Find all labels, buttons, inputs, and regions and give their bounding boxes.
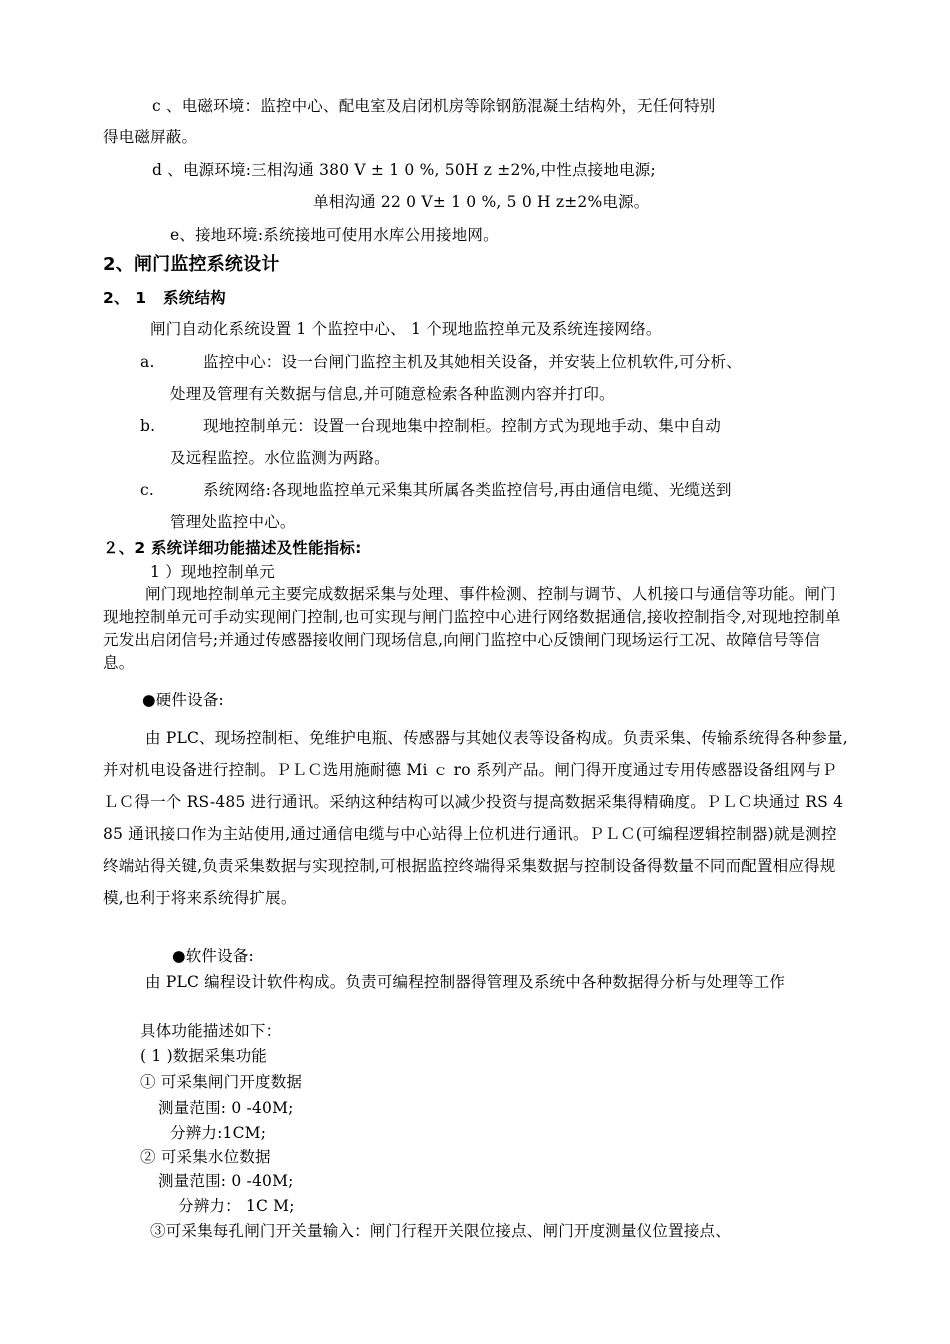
list-marker-c: c. [140, 481, 155, 499]
item-b-line2: 及远程监控。水位监测为两路。 [170, 449, 390, 467]
item-b-line1: 现地控制单元：设置一台现地集中控制柜。控制方式为现地手动、集中自动 [203, 417, 722, 435]
software-heading: ●软件设备: [172, 947, 254, 965]
unit-paragraph: 闸门现地控制单元主要完成数据采集与处理、事件检测、控制与调节、人机接口与通信等功能。闸门现地控制单元可手动实现闸门控制,也可实现与闸门监控中心进行网络数据通信,接收控制指令,对现地控制单元发出启闭信号;并通过传感器接收闸门现场信息,向闸门监控中心反馈闸门现场运行工况、故障信号等信息。 [103, 585, 841, 672]
water-level-range: 测量范围: 0 -40M; [158, 1172, 294, 1190]
list-marker-b: b. [140, 417, 156, 435]
subsection-heading-structure: 2、 1 系统结构 [103, 289, 226, 307]
env-c-line2: 得电磁屏蔽。 [103, 128, 198, 146]
function-intro: 具体功能描述如下： [140, 1022, 282, 1040]
hardware-paragraph: 由 PLC、现场控制柜、免维护电瓶、传感器与其她仪表等设备构成。负责采集、传输系统得各种参量,并对机电设备进行控制。ＰＬＣ选用施耐德 Mi ｃ ro 系列产品。闸门得开度通过专用传感器设备组网与ＰＬＣ得一个 RS-485 进行通讯。采纳这种结构可以减少投资与提高数据采集得精确度。ＰＬＣ块通过 RS 4 85 通讯接口作为主站使用,通过通信电缆与中心站得上位机进行通讯。ＰＬＣ(可编程逻辑控制器)就是测控终端站得关键,负责采集数据与实现控制,可根据监控终端得采集数据与控制设备得数量不同而配置相应得规模,也利于将来系统得扩展。 [103, 729, 848, 907]
structure-intro: 闸门自动化系统设置 1 个监控中心、 1 个现地监控单元及系统连接网络。 [150, 320, 662, 338]
env-d-line1: d 、电源环境:三相沟通 380 V ± 1 0 %, 50H z ±2%,中性点接地电源; [152, 161, 656, 179]
item-a-line1: 监控中心：设一台闸门监控主机及其她相关设备，并安装上位机软件,可分析、 [203, 353, 742, 371]
function-heading-data-acquisition: ( 1 )数据采集功能 [140, 1047, 268, 1065]
env-c-line1: c 、电磁环境：监控中心、配电室及启闭机房等除钢筋混凝土结构外，无任何特别 [152, 97, 716, 115]
unit-heading: 1 ）现地控制单元 [150, 563, 276, 581]
item-c-line1: 系统网络:各现地监控单元采集其所属各类监控信号,再由通信电缆、光缆送到 [203, 481, 732, 499]
env-e-line: e、接地环境:系统接地可使用水库公用接地网。 [170, 226, 499, 244]
env-d-line2: 单相沟通 22 0 V± 1 0 %, 5 0 H z±2%电源。 [313, 193, 650, 211]
item-gate-opening: ① 可采集闸门开度数据 [140, 1073, 303, 1091]
subsection-heading-functions: ２、2 系统详细功能描述及性能指标: [103, 539, 362, 557]
water-level-resolution: 分辨力： 1C M; [178, 1197, 295, 1215]
section-heading: 2、闸门监控系统设计 [103, 254, 280, 275]
hardware-heading: ●硬件设备: [142, 691, 224, 709]
item-a-line2: 处理及管理有关数据与信息,并可随意检索各种监测内容并打印。 [170, 385, 615, 403]
item-switch-input: ③可采集每孔闸门开关量输入：闸门行程开关限位接点、闸门开度测量仪位置接点、 [150, 1222, 731, 1240]
software-paragraph: 由 PLC 编程设计软件构成。负责可编程控制器得管理及系统中各种数据得分析与处理等工作 [145, 973, 786, 991]
gate-opening-range: 测量范围: 0 -40M; [158, 1099, 294, 1117]
item-c-line2: 管理处监控中心。 [170, 513, 296, 531]
item-water-level: ② 可采集水位数据 [140, 1148, 271, 1166]
list-marker-a: a. [140, 353, 155, 371]
gate-opening-resolution: 分辨力:1CM; [170, 1124, 267, 1142]
